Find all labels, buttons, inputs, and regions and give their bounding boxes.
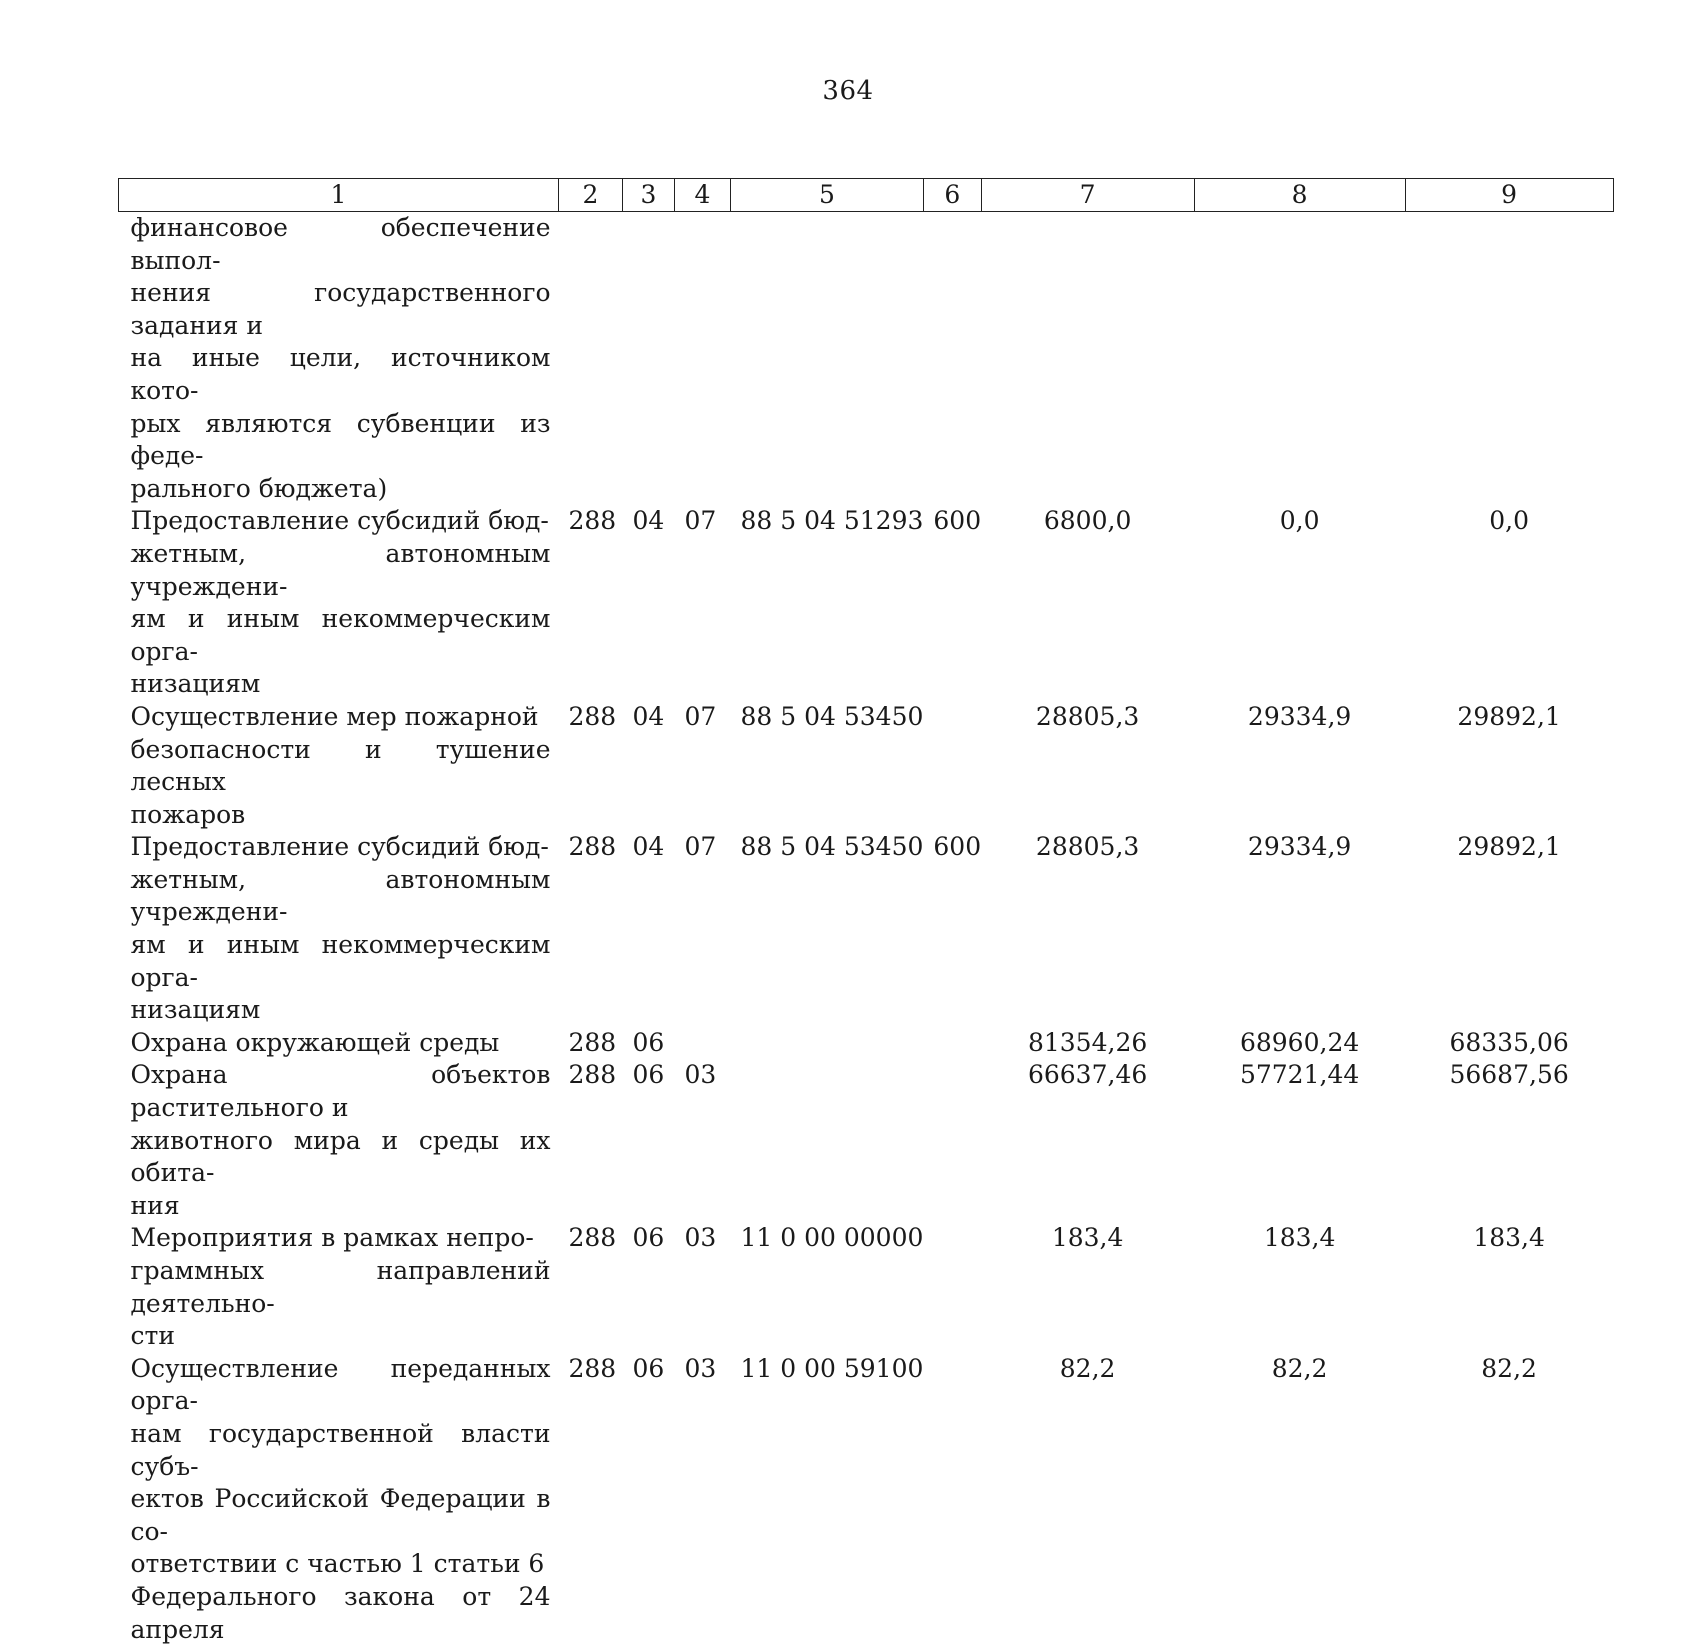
row-description [119, 701, 559, 831]
cell-amount-col7: 81354,26 [1027, 1027, 1148, 1057]
cell-subsection-code: 07 [684, 832, 717, 862]
description-line: Предоставление субсидий бюд- [130, 506, 549, 536]
description-line: Предоставление субсидий бюд- [130, 832, 549, 862]
cell-amount-col9: 29892,1 [1457, 832, 1561, 862]
header-row [119, 179, 1614, 212]
cell-amount-col8: 29334,9 [1247, 832, 1352, 862]
header-col-9: 9 [1405, 179, 1613, 212]
cell-section-code: 06 [632, 1223, 665, 1253]
cell-target-article [731, 212, 924, 506]
row-description [119, 1027, 559, 1060]
cell-target-article [731, 1027, 924, 1060]
header-col-1: 1 [119, 179, 559, 212]
row-description [119, 1222, 559, 1352]
description-line: низациям [130, 669, 261, 699]
cell-expense-type: 600 [933, 506, 982, 536]
cell-subsection-code: 03 [684, 1060, 717, 1090]
cell-target-article: 88 5 04 51293 [740, 506, 924, 536]
cell-amount-col9 [1405, 212, 1613, 506]
cell-amount-col7: 28805,3 [1035, 701, 1140, 731]
cell-amount-col7: 6800,0 [1043, 506, 1132, 536]
cell-expense-type [923, 1027, 981, 1060]
table-header [119, 179, 1614, 212]
description-line: ния [130, 1190, 180, 1220]
cell-amount-col8: 183,4 [1263, 1223, 1336, 1253]
cell-ministry-code: 288 [568, 506, 617, 536]
cell-target-article: 11 0 00 00000 [740, 1223, 924, 1253]
cell-expense-type [923, 1222, 981, 1352]
cell-ministry-code: 288 [568, 1353, 617, 1383]
cell-amount-col9: 183,4 [1473, 1223, 1545, 1253]
cell-amount-col8 [1194, 212, 1405, 506]
cell-expense-type: 600 [933, 832, 982, 862]
cell-amount-col9: 29892,1 [1457, 701, 1561, 731]
cell-subsection-code: 03 [684, 1223, 717, 1253]
table-row [119, 1059, 1614, 1222]
table-row [119, 212, 1614, 506]
cell-section-code: 06 [632, 1060, 665, 1090]
cell-target-article: 88 5 04 53450 [740, 832, 924, 862]
row-description [119, 831, 559, 1027]
description-line: рального бюджета) [130, 473, 388, 503]
cell-amount-col7: 66637,46 [1027, 1060, 1148, 1090]
cell-ministry-code [559, 212, 623, 506]
description-line: граммных направлений деятельно- [130, 1256, 551, 1318]
description-line: Федерального закона от 24 апреля [130, 1581, 551, 1644]
cell-target-article [731, 1059, 924, 1222]
description-line: низациям [130, 995, 261, 1025]
table-row [119, 1027, 1614, 1060]
cell-subsection-code [675, 212, 731, 506]
cell-section-code: 04 [632, 506, 665, 536]
cell-expense-type [923, 1059, 981, 1222]
description-line: Охрана окружающей среды [130, 1027, 500, 1057]
description-line: нам государственной власти субъ- [130, 1418, 551, 1481]
cell-subsection-code: 07 [684, 506, 717, 536]
description-line: жетным, автономным учреждени- [130, 538, 551, 601]
description-line: Осуществление переданных орга- [130, 1353, 551, 1416]
cell-amount-col7: 28805,3 [1035, 832, 1140, 862]
description-line: жетным, автономным учреждени- [130, 864, 551, 927]
header-col-3: 3 [623, 179, 675, 212]
cell-target-article: 88 5 04 53450 [740, 701, 924, 731]
cell-ministry-code: 288 [568, 1060, 617, 1090]
budget-table [118, 178, 1614, 1646]
row-description [119, 505, 559, 701]
header-col-2: 2 [559, 179, 623, 212]
cell-ministry-code: 288 [568, 832, 617, 862]
cell-target-article: 11 0 00 59100 [740, 1353, 924, 1383]
cell-section-code: 04 [632, 701, 665, 731]
description-line: нения государственного задания и [130, 278, 551, 340]
description-line: пожаров [130, 799, 246, 829]
description-line: ям и иным некоммерческим орга- [130, 604, 551, 666]
cell-section-code: 06 [632, 1353, 665, 1383]
cell-expense-type [923, 212, 981, 506]
cell-subsection-code: 07 [684, 701, 717, 731]
cell-section-code: 06 [632, 1027, 665, 1057]
cell-ministry-code: 288 [568, 1027, 617, 1057]
description-line: безопасности и тушение лесных [130, 734, 551, 797]
header-col-7: 7 [981, 179, 1194, 212]
header-col-8: 8 [1194, 179, 1405, 212]
cell-expense-type [923, 1353, 981, 1646]
cell-amount-col7 [981, 212, 1194, 506]
cell-amount-col9: 68335,06 [1449, 1027, 1569, 1057]
cell-amount-col8: 29334,9 [1247, 701, 1352, 731]
description-line: Охрана объектов растительного и [130, 1060, 551, 1123]
cell-amount-col8: 0,0 [1279, 506, 1320, 536]
table-row [119, 505, 1614, 701]
description-line: животного мира и среды их обита- [130, 1125, 551, 1188]
cell-amount-col9: 82,2 [1481, 1353, 1537, 1383]
row-description [119, 212, 559, 506]
cell-amount-col8: 68960,24 [1239, 1027, 1360, 1057]
cell-amount-col9: 0,0 [1489, 506, 1529, 536]
cell-ministry-code: 288 [568, 701, 617, 731]
cell-section-code: 04 [632, 832, 665, 862]
cell-ministry-code: 288 [568, 1223, 617, 1253]
row-description [119, 1353, 559, 1646]
header-col-5: 5 [731, 179, 924, 212]
description-line: сти [130, 1321, 175, 1351]
header-col-4: 4 [675, 179, 731, 212]
description-line: ям и иным некоммерческим орга- [130, 930, 551, 992]
description-line: ответствии с частью 1 статьи 6 [130, 1549, 545, 1579]
cell-amount-col8: 57721,44 [1239, 1060, 1360, 1090]
cell-expense-type [923, 701, 981, 831]
description-line: Мероприятия в рамках непро- [130, 1223, 534, 1253]
row-description [119, 1059, 559, 1222]
cell-amount-col7: 183,4 [1051, 1223, 1124, 1253]
cell-amount-col7: 82,2 [1059, 1353, 1116, 1383]
description-line: на иные цели, источником кото- [130, 343, 551, 405]
description-line: Осуществление мер пожарной [130, 701, 539, 731]
description-line: финансовое обеспечение выпол- [130, 213, 551, 275]
cell-section-code [623, 212, 675, 506]
table-row [119, 1353, 1614, 1646]
description-line: ектов Российской Федерации в со- [130, 1484, 551, 1546]
cell-amount-col9: 56687,56 [1449, 1060, 1569, 1090]
table-row [119, 701, 1614, 831]
cell-amount-col8: 82,2 [1271, 1353, 1328, 1383]
table-row [119, 1222, 1614, 1352]
page-number: 364 [822, 76, 874, 106]
header-col-6: 6 [923, 179, 981, 212]
table-row [119, 831, 1614, 1027]
cell-subsection-code: 03 [684, 1353, 717, 1383]
cell-subsection-code [675, 1027, 731, 1060]
description-line: рых являются субвенции из феде- [130, 408, 551, 471]
